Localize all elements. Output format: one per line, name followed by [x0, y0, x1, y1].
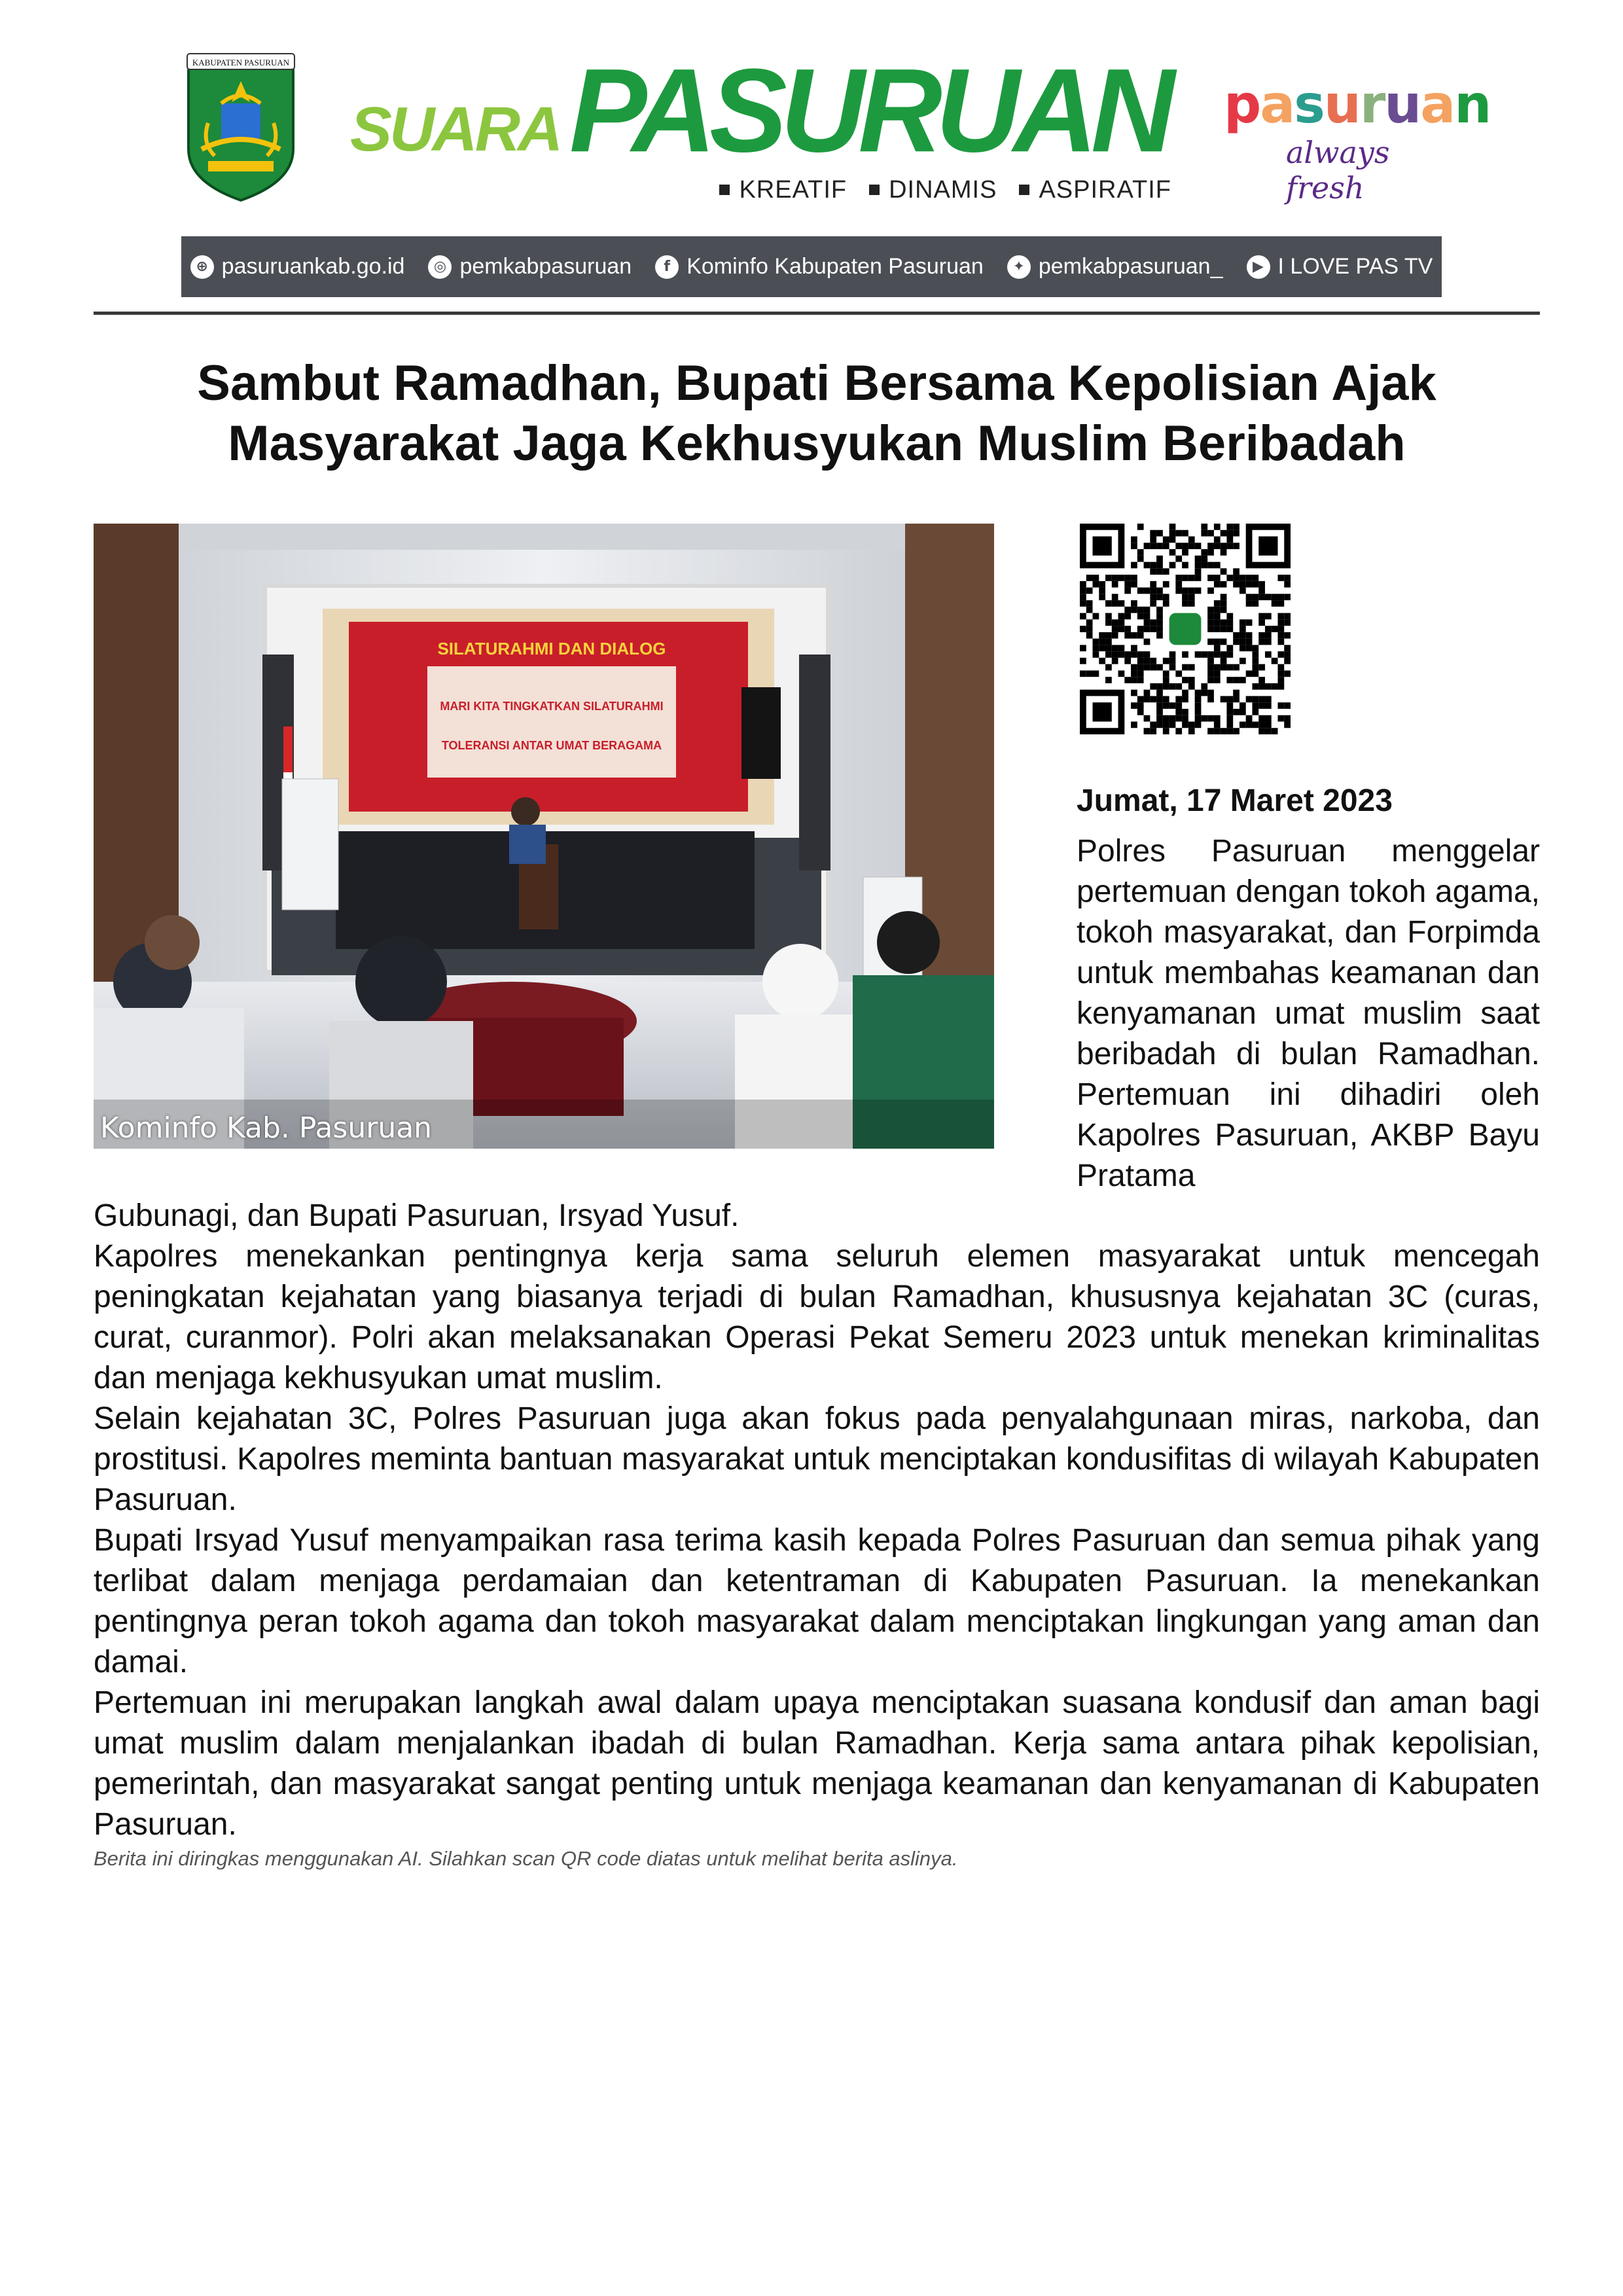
youtube-icon: ▶	[1247, 255, 1270, 279]
tagline-item: KREATIF	[719, 176, 847, 204]
article-paragraph: Bupati Irsyad Yusuf menyampaikan rasa terima kasih kepada Polres Pasuruan dan semua pihak yang terlibat dalam menjaga perdamaian dan ketentraman di Kabupaten Pasuruan. Ia menekankan pentingnya peran tokoh agama dan tokoh masyarakat dalam menciptakan lingkungan yang aman dan damai.	[94, 1523, 1540, 1679]
ai-disclaimer: Berita ini diringkas menggunakan AI. Silahkan scan QR code diatas untuk melihat berita aslinya.	[94, 1847, 958, 1870]
tagline-item: DINAMIS	[869, 176, 997, 204]
pasuruan-sub: always fresh	[1286, 135, 1390, 206]
bullet-square-icon	[1019, 185, 1029, 195]
social-link-facebook[interactable]: f Kominfo Kabupaten Pasuruan	[655, 254, 984, 279]
article-paragraph: Gubunagi, dan Bupati Pasuruan, Irsyad Yusuf.	[94, 1198, 740, 1233]
photo-banner-line: TOLERANSI ANTAR UMAT BERAGAMA	[441, 739, 662, 752]
photo-banner-line: SILATURAHMI DAN DIALOG	[437, 639, 666, 658]
social-link-instagram[interactable]: ◎ pemkabpasuruan	[428, 254, 632, 279]
kabupaten-pasuruan-crest-logo	[182, 51, 300, 203]
article-title	[94, 353, 1540, 474]
social-bar	[181, 236, 1442, 297]
article-paragraph: Kapolres menekankan pentingnya kerja sama seluruh elemen masyarakat untuk mencegah peningkatan kejahatan yang biasanya terjadi di bulan Ramadhan, khususnya kejahatan 3C (curas, curat, curanmor). Polri akan melaksanakan Operasi Pekat Semeru 2023 untuk menekan kriminalitas dan menjaga kekhusyukan umat muslim.	[94, 1239, 1540, 1395]
globe-icon: ⊕	[190, 255, 214, 279]
social-link-twitter[interactable]: ✦ pemkabpasuruan_	[1007, 254, 1223, 279]
brand-main: PASURUAN	[569, 44, 1169, 177]
instagram-icon: ◎	[428, 255, 452, 279]
facebook-icon: f	[655, 255, 679, 279]
pasuruan-always-fresh-logo	[1224, 74, 1491, 206]
bullet-square-icon	[869, 185, 880, 195]
photo-banner-line: MARI KITA TINGKATKAN SILATURAHMI	[440, 700, 664, 713]
title-line: Masyarakat Jaga Kekhusyukan Muslim Beribadah	[228, 416, 1406, 471]
social-link-youtube[interactable]: ▶ I LOVE PAS TV	[1247, 254, 1433, 279]
suara-pasuruan-logo	[350, 44, 1171, 177]
twitter-icon: ✦	[1007, 255, 1031, 279]
pasuruan-word: pasuruan	[1224, 74, 1491, 135]
qr-code-icon[interactable]	[1080, 524, 1291, 734]
photo-caption: Kominfo Kab. Pasuruan	[100, 1111, 433, 1145]
header-divider	[94, 312, 1540, 315]
bullet-square-icon	[719, 185, 730, 195]
brand-prefix: SUARA	[350, 94, 561, 164]
article-paragraph: Polres Pasuruan menggelar pertemuan dengan tokoh agama, tokoh masyarakat, dan Forpimda untuk membahas keamanan dan kenyamanan umat muslim saat beribadah di bulan Ramadhan. Pertemuan ini dihadiri oleh Kapolres Pasuruan, AKBP Bayu Pratama	[1077, 834, 1540, 1193]
meeting-hall-photo	[94, 524, 994, 1149]
title-line: Sambut Ramadhan, Bupati Bersama Kepolisian Ajak	[197, 355, 1436, 411]
social-link-website[interactable]: ⊕ pasuruankab.go.id	[190, 254, 405, 279]
article-date: Jumat, 17 Maret 2023	[1077, 783, 1393, 818]
crest-text: KABUPATEN PASURUAN	[192, 58, 290, 67]
qr-center-logo	[1169, 613, 1202, 645]
article-paragraph: Pertemuan ini merupakan langkah awal dalam upaya menciptakan suasana kondusif dan aman bagi umat muslim dalam menjalankan ibadah di bulan Ramadhan. Kerja sama antara pihak kepolisian, pemerintah, dan masyarakat sangat penting untuk menjaga keamanan dan kenyamanan di Kabupaten Pasuruan.	[94, 1685, 1540, 1842]
tagline	[674, 175, 1171, 204]
article-photo	[94, 524, 994, 1149]
tagline-item: ASPIRATIF	[1019, 176, 1171, 204]
article-paragraph: Selain kejahatan 3C, Polres Pasuruan juga akan fokus pada penyalahgunaan miras, narkoba, dan prostitusi. Kapolres meminta bantuan masyarakat untuk menciptakan kondusifitas di wilayah Kabupaten Pasuruan.	[94, 1401, 1540, 1517]
